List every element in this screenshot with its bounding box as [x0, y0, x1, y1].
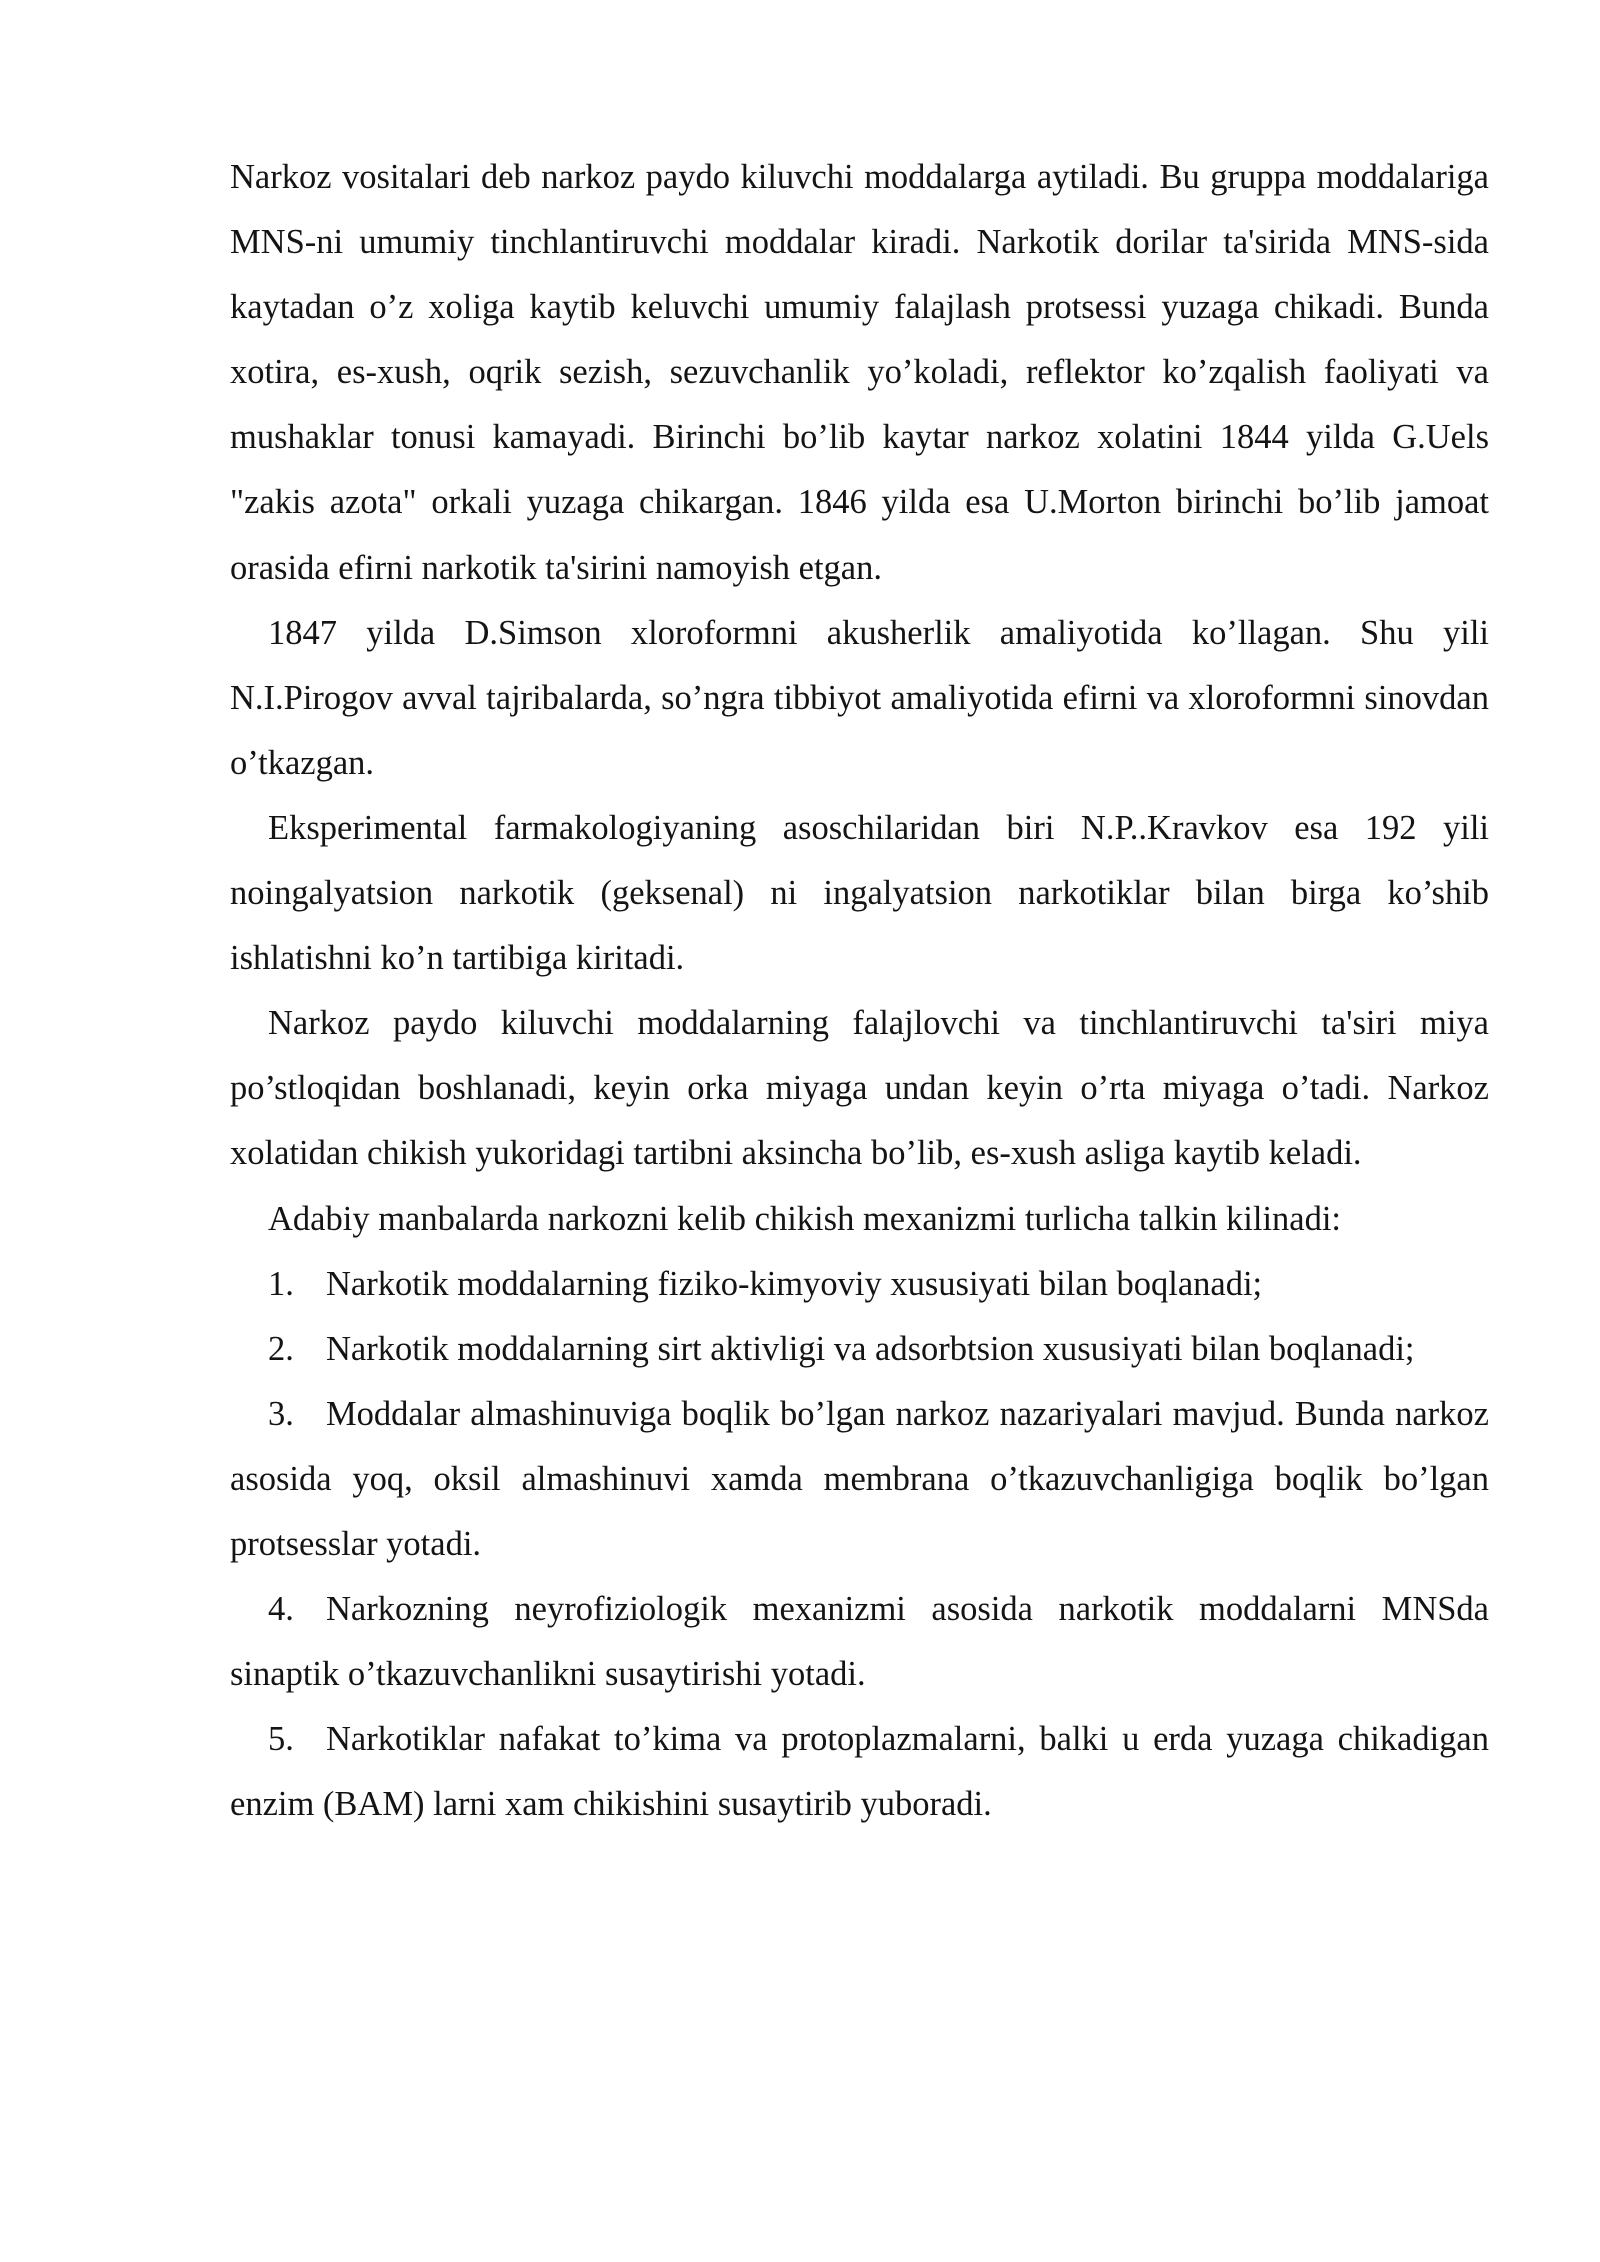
paragraph-intro: Narkoz vositalari deb narkoz paydo kiluvchi moddalarga aytiladi. Bu gruppa moddalariga MNS-ni umumiy tinchlantiruvchi moddalar kiradi. Narkotik dorilar ta'sirida MNS-sida kaytadan o’z xoliga kaytib keluvchi umumiy falajlash protsessi yuzaga chikadi. Bunda xotira, es-xush, oqrik sezish, sezuvchanlik yo’koladi, reflektor ko’zqalish faoliyati va mushaklar tonusi kamayadi. Birinchi bo’lib kaytar narkoz xolatini 1844 yilda G.Uels "zakis azota" orkali yuzaga chikargan. 1846 yilda esa U.Morton birinchi bo’lib jamoat orasida efirni narkotik ta'sirini namoyish etgan.	[230, 158, 1489, 587]
list-item-number: 1.	[268, 1264, 294, 1303]
list-item-number: 4.	[268, 1590, 294, 1629]
list-item-text: Narkozning neyrofiziologik mexanizmi asosida narkotik moddalarni MNSda sinaptik o’tkazuvchanlikni susaytirishi yotadi.	[230, 1590, 1489, 1694]
list-item-number: 2.	[268, 1329, 294, 1368]
paragraph-narcosis-stages: Narkoz paydo kiluvchi moddalarning falajlovchi va tinchlantiruvchi ta'siri miya po’stloqidan boshlanadi, keyin orka miyaga undan keyin o’rta miyaga o’tadi. Narkoz xolatidan chikish yukoridagi tartibni aksincha bo’lib, es-xush asliga kaytib keladi.	[230, 1004, 1489, 1173]
list-item-text: Narkotik moddalarning sirt aktivligi va adsorbtsion xususiyati bilan boqlanadi;	[326, 1329, 1415, 1368]
list-item	[230, 1577, 1489, 1707]
paragraph-history-1847: 1847 yilda D.Simson xloroformni akusherlik amaliyotida ko’llagan. Shu yili N.I.Pirogov avval tajribalarda, so’ngra tibbiyot amaliyotida efirni va xloroformni sinovdan o’tkazgan.	[230, 613, 1489, 782]
list-item	[230, 1252, 1489, 1317]
list-item-number: 3.	[268, 1394, 294, 1433]
body-text	[230, 145, 1489, 1837]
list-item	[230, 1707, 1489, 1837]
list-item	[230, 1317, 1489, 1382]
list-item-text: Narkotik moddalarning fiziko-kimyoviy xususiyati bilan boqlanadi;	[326, 1264, 1263, 1303]
paragraph-kravkov: Eksperimental farmakologiyaning asoschilaridan biri N.P..Kravkov esa 192 yili noingalyatsion narkotik (geksenal) ni ingalyatsion narkotiklar bilan birga ko’shib ishlatishni ko’n tartibiga kiritadi.	[230, 808, 1489, 978]
list-item	[230, 1382, 1489, 1577]
list-item-text: Narkotiklar nafakat to’kima va protoplazmalarni, balki u erda yuzaga chikadigan enzim (BAM) larni xam chikishini susaytirib yuboradi.	[230, 1720, 1489, 1824]
list-item-number: 5.	[268, 1720, 294, 1759]
list-item-text: Moddalar almashinuviga boqlik bo’lgan narkoz nazariyalari mavjud. Bunda narkoz asosida yoq, oksil almashinuvi xamda membrana o’tkazuvchanligiga boqlik bo’lgan protsesslar yotadi.	[230, 1394, 1489, 1563]
paragraph-mechanism-intro: Adabiy manbalarda narkozni kelib chikish mexanizmi turlicha talkin kilinadi:	[268, 1199, 1342, 1238]
